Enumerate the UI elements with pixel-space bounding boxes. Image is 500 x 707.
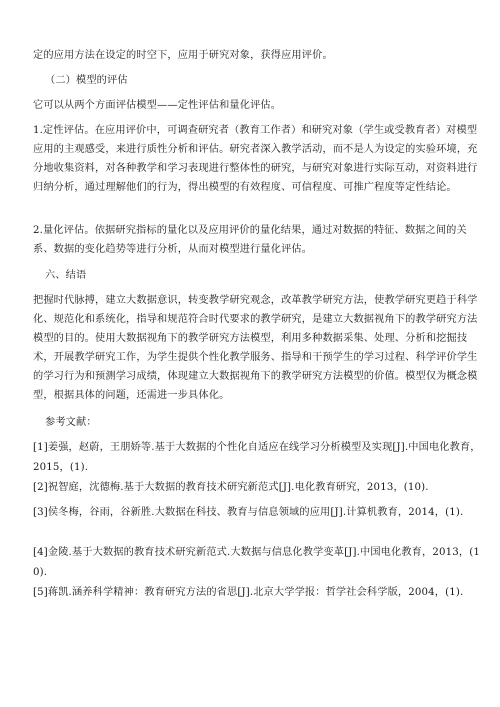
evaluation-intro-paragraph: 它可以从两个方面评估模型——定性评估和量化评估。 — [33, 100, 282, 111]
intro-tail-paragraph: 定的应用方法在设定的时空下，应用于研究对象，获得应用评价。 — [33, 50, 333, 61]
reference-item-2: [2]祝智庭，沈德梅.基于大数据的教育技术研究新范式[J].电化教育研究，2013，(10). — [33, 482, 429, 493]
quantitative-evaluation-paragraph: 2.量化评估。依据研究指标的量化以及应用评价的量化结果，通过对数据的特征、数据之间的关系、数据的变化趋势等进行分析，从而对模型进行量化评估。 — [33, 225, 467, 255]
section-heading-model-evaluation: （二）模型的评估 — [45, 75, 128, 86]
reference-item-4: [4]金陵.基于大数据的教育技术研究新范式.大数据与信息化教学变革[J].中国电化教育，2013，(10). — [33, 547, 480, 578]
references-heading: 参考文献： — [45, 417, 97, 428]
qualitative-evaluation-paragraph: 1.定性评估。在应用评价中，可调查研究者（教育工作者）和研究对象（学生或受教育者）对模型应用的主观感受，来进行质性分析和评估。研究者深入教学活动，而不是人为设定的实验环境，充分地收集资料，对各种教学和学习表现进行整体性的研究，与研究对象进行实际互动，对资料进行归纳分析，通过理解他们的行为，得出模型的有效程度、可信程度、可推广程度等定性结论。 — [33, 125, 478, 193]
reference-item-5: [5]蒋凯.涵养科学精神：教育研究方法的省思[J].北京大学学报：哲学社会科学版，2004，(1). — [33, 587, 464, 598]
reference-item-1: [1]姜强，赵蔚，王朋娇等.基于大数据的个性化自适应在线学习分析模型及实现[J].中国电化教育，2015，(1). — [33, 442, 481, 473]
section-heading-conclusion: 六、结语 — [45, 270, 87, 281]
reference-item-3: [3]侯冬梅，谷雨，谷新胜.大数据在科技、教育与信息领域的应用[J].计算机教育，2014，(1). — [33, 507, 464, 518]
conclusion-paragraph: 把握时代脉搏，建立大数据意识，转变教学研究观念，改革教学研究方法，使教学研究更趋于科学化、规范化和系统化，指导和规范符合时代要求的教学研究，是建立大数据视角下的教学研究方法模型的目的。使用大数据视角下的教学研究方法模型，利用多种数据采集、处理、分析和挖掘技术，开展教学研究工作，为学生提供个性化教学服务、指导和干预学生的学习过程、科学评价学生的学习行为和预测学习成绩，体现建立大数据视角下的教学研究方法模型的价值。模型仅为概念模型，根据具体的问题，还需进一步具体化。 — [33, 295, 478, 401]
